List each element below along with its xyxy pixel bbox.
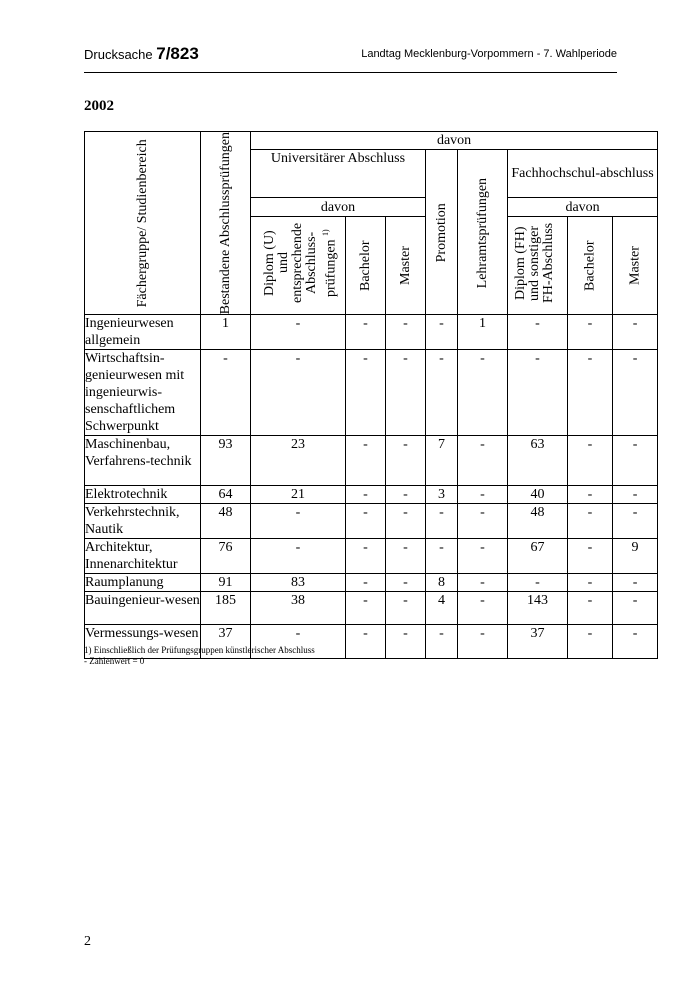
total-value: 37 <box>201 625 251 659</box>
fh-bachelor-value: - <box>568 350 613 436</box>
table-row <box>85 574 658 592</box>
uni-master-value: - <box>386 625 426 659</box>
header-uni-diplom <box>251 217 346 315</box>
lehramt-value: - <box>458 625 508 659</box>
uni-diplom-value: 21 <box>251 486 346 504</box>
header-fh-davon: davon <box>508 198 658 217</box>
doc-number: 7/823 <box>156 44 199 63</box>
table-year-heading: 2002 <box>84 98 114 114</box>
table-body <box>85 315 658 659</box>
table-row <box>85 315 658 350</box>
total-value: 48 <box>201 504 251 539</box>
footnote-1: 1) Einschließlich der Prüfungsgruppen künstlerischer Abschluss <box>84 645 315 655</box>
table-row <box>85 350 658 436</box>
header-fh-master: Master <box>613 217 658 315</box>
uni-diplom-value: 23 <box>251 436 346 486</box>
uni-bachelor-value: - <box>346 436 386 486</box>
table-row <box>85 592 658 625</box>
uni-master-value: - <box>386 504 426 539</box>
uni-diplom-footnote-ref: 1) <box>321 229 330 237</box>
header-lehramt: Lehramtsprüfungen <box>458 150 508 315</box>
fh-master-value: - <box>613 574 658 592</box>
header-fh-diplom <box>508 217 568 315</box>
table-row <box>85 504 658 539</box>
field-name: Raumplanung <box>85 574 201 592</box>
header-davon-top: davon <box>251 132 658 150</box>
fh-bachelor-value: - <box>568 486 613 504</box>
uni-bachelor-value: - <box>346 504 386 539</box>
fh-bachelor-value: - <box>568 539 613 574</box>
promotion-value: 8 <box>426 574 458 592</box>
uni-bachelor-value: - <box>346 315 386 350</box>
uni-diplom-value: - <box>251 315 346 350</box>
total-value: 185 <box>201 592 251 625</box>
field-name: Maschinenbau, Verfahrens-technik <box>85 436 201 486</box>
fh-bachelor-value: - <box>568 315 613 350</box>
lehramt-value: - <box>458 592 508 625</box>
header-uni-group: Universitärer Abschluss <box>251 150 426 198</box>
table-row <box>85 539 658 574</box>
fh-bachelor-value: - <box>568 436 613 486</box>
uni-bachelor-value: - <box>346 350 386 436</box>
uni-bachelor-value: - <box>346 486 386 504</box>
fh-diplom-value: 67 <box>508 539 568 574</box>
uni-diplom-value: 38 <box>251 592 346 625</box>
fh-bachelor-value: - <box>568 504 613 539</box>
field-name: Architektur, Innenarchitektur <box>85 539 201 574</box>
uni-diplom-value: - <box>251 504 346 539</box>
promotion-value: - <box>426 315 458 350</box>
fh-diplom-value: 143 <box>508 592 568 625</box>
total-value: 1 <box>201 315 251 350</box>
uni-diplom-value: 83 <box>251 574 346 592</box>
table-header <box>85 132 658 315</box>
uni-bachelor-value: - <box>346 625 386 659</box>
uni-bachelor-value: - <box>346 539 386 574</box>
header-field: Fächergruppe/ Studienbereich <box>85 132 201 315</box>
uni-bachelor-value: - <box>346 574 386 592</box>
promotion-value: 4 <box>426 592 458 625</box>
promotion-value: - <box>426 539 458 574</box>
uni-master-value: - <box>386 486 426 504</box>
uni-diplom-text: Diplom (U) und entsprechende Abschluss-prüfungen <box>262 223 339 304</box>
lehramt-value: - <box>458 436 508 486</box>
exam-statistics-table <box>84 131 658 659</box>
uni-master-value: - <box>386 436 426 486</box>
uni-master-value: - <box>386 539 426 574</box>
fh-master-value: - <box>613 625 658 659</box>
fh-master-value: - <box>613 504 658 539</box>
fh-master-value: - <box>613 436 658 486</box>
promotion-value: - <box>426 504 458 539</box>
header-uni-master: Master <box>386 217 426 315</box>
header-fh-group: Fachhochschul-abschluss <box>508 150 658 198</box>
lehramt-value: 1 <box>458 315 508 350</box>
total-value: 64 <box>201 486 251 504</box>
promotion-value: 7 <box>426 436 458 486</box>
fh-bachelor-value: - <box>568 574 613 592</box>
header-promotion: Promotion <box>426 150 458 315</box>
fh-diplom-value: - <box>508 350 568 436</box>
total-value: 93 <box>201 436 251 486</box>
total-value: 91 <box>201 574 251 592</box>
fh-bachelor-value: - <box>568 592 613 625</box>
lehramt-value: - <box>458 350 508 436</box>
header-fh-bachelor: Bachelor <box>568 217 613 315</box>
fh-master-value: - <box>613 592 658 625</box>
uni-master-value: - <box>386 574 426 592</box>
field-name: Vermessungs-wesen <box>85 625 201 659</box>
fh-diplom-value: 40 <box>508 486 568 504</box>
field-name: Verkehrstechnik, Nautik <box>85 504 201 539</box>
uni-master-value: - <box>386 315 426 350</box>
field-name: Elektrotechnik <box>85 486 201 504</box>
header-divider <box>84 72 617 73</box>
uni-diplom-value: - <box>251 625 346 659</box>
fh-diplom-value: 37 <box>508 625 568 659</box>
total-value: 76 <box>201 539 251 574</box>
header-total: Bestandene Abschlussprüfungen <box>201 132 251 315</box>
lehramt-value: - <box>458 574 508 592</box>
publisher-label: Landtag Mecklenburg-Vorpommern - 7. Wahlperiode <box>361 48 617 60</box>
header-uni-davon: davon <box>251 198 426 217</box>
field-name: Wirtschaftsin-genieurwesen mit ingenieurwis-senschaftlichem Schwerpunkt <box>85 350 201 436</box>
fh-diplom-value: - <box>508 574 568 592</box>
document-reference <box>84 44 199 64</box>
lehramt-value: - <box>458 486 508 504</box>
field-name: Ingenieurwesen allgemein <box>85 315 201 350</box>
fh-master-value: - <box>613 315 658 350</box>
page-number: 2 <box>84 934 91 949</box>
fh-diplom-value: - <box>508 315 568 350</box>
field-name: Bauingenieur-wesen <box>85 592 201 625</box>
fh-master-value: - <box>613 350 658 436</box>
promotion-value: 3 <box>426 486 458 504</box>
fh-master-value: 9 <box>613 539 658 574</box>
uni-bachelor-value: - <box>346 592 386 625</box>
table-row <box>85 486 658 504</box>
fh-master-value: - <box>613 486 658 504</box>
fh-bachelor-value: - <box>568 625 613 659</box>
fh-diplom-value: 63 <box>508 436 568 486</box>
fh-diplom-value: 48 <box>508 504 568 539</box>
uni-diplom-value: - <box>251 539 346 574</box>
promotion-value: - <box>426 625 458 659</box>
uni-master-value: - <box>386 350 426 436</box>
footnotes <box>84 645 315 667</box>
uni-diplom-value: - <box>251 350 346 436</box>
lehramt-value: - <box>458 539 508 574</box>
table-row <box>85 436 658 486</box>
promotion-value: - <box>426 350 458 436</box>
doc-prefix: Drucksache <box>84 47 157 62</box>
header-uni-bachelor: Bachelor <box>346 217 386 315</box>
footnote-2: - Zahlenwert = 0 <box>84 656 145 666</box>
uni-master-value: - <box>386 592 426 625</box>
lehramt-value: - <box>458 504 508 539</box>
fh-diplom-text: Diplom (FH) und sonstiger FH-Abschluss <box>512 223 556 304</box>
total-value: - <box>201 350 251 436</box>
